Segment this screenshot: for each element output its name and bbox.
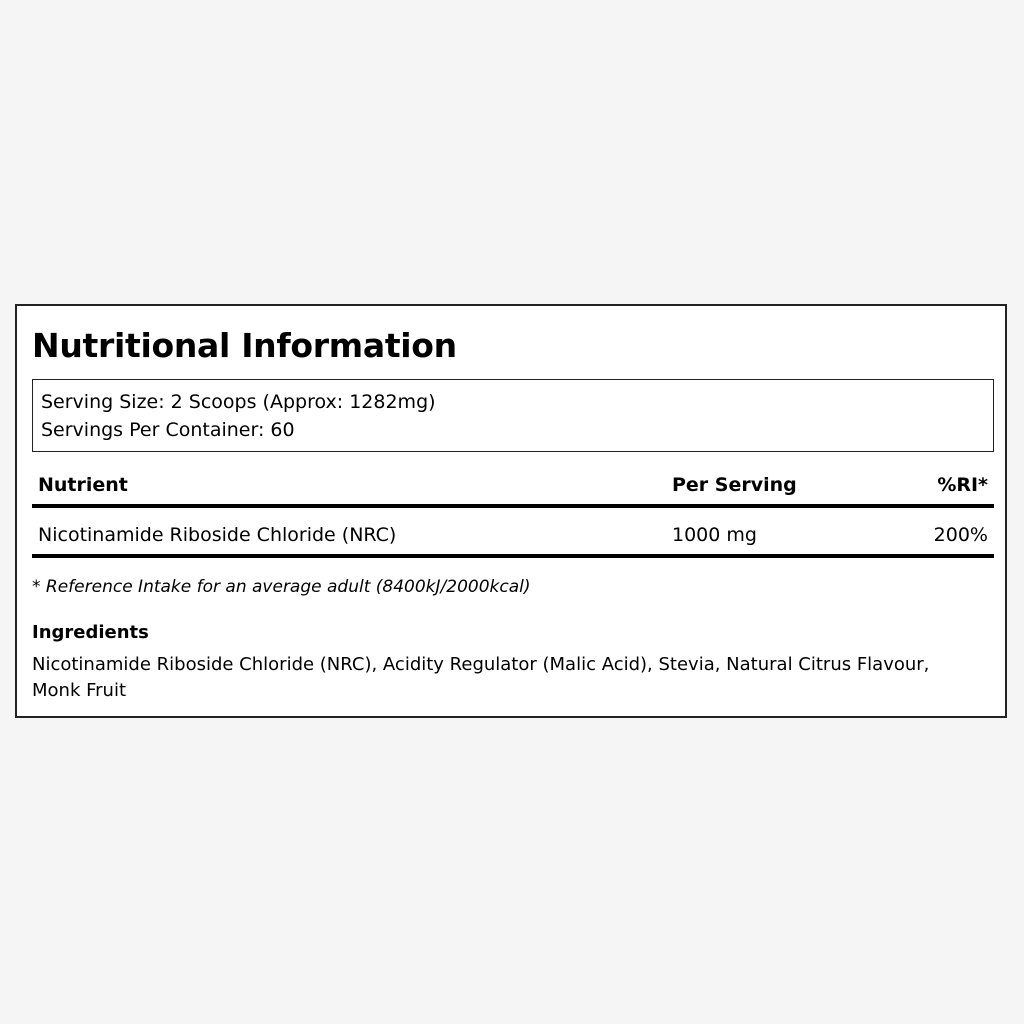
row-nutrient: Nicotinamide Riboside Chloride (NRC) bbox=[38, 524, 397, 546]
ingredients-heading: Ingredients bbox=[32, 622, 149, 643]
serving-size: Serving Size: 2 Scoops (Approx: 1282mg) bbox=[41, 391, 436, 413]
ingredients-list: Nicotinamide Riboside Chloride (NRC), Acidity Regulator (Malic Acid), Stevia, Natural Citrus Flavour, Monk Fruit bbox=[32, 654, 930, 701]
row-ri: 200% bbox=[933, 524, 988, 546]
reference-intake-footnote: * Reference Intake for an average adult (8400kJ/2000kcal) bbox=[32, 577, 531, 597]
serving-info-box bbox=[32, 379, 994, 452]
nutrition-panel bbox=[15, 304, 1007, 718]
row-per-serving: 1000 mg bbox=[672, 524, 757, 546]
header-ri: %RI* bbox=[937, 474, 988, 496]
servings-per-container: Servings Per Container: 60 bbox=[41, 419, 295, 441]
header-nutrient: Nutrient bbox=[38, 474, 128, 496]
table-row bbox=[32, 520, 994, 558]
nutrient-table-header bbox=[32, 470, 994, 508]
header-per-serving: Per Serving bbox=[672, 474, 797, 496]
panel-title: Nutritional Information bbox=[32, 326, 457, 365]
